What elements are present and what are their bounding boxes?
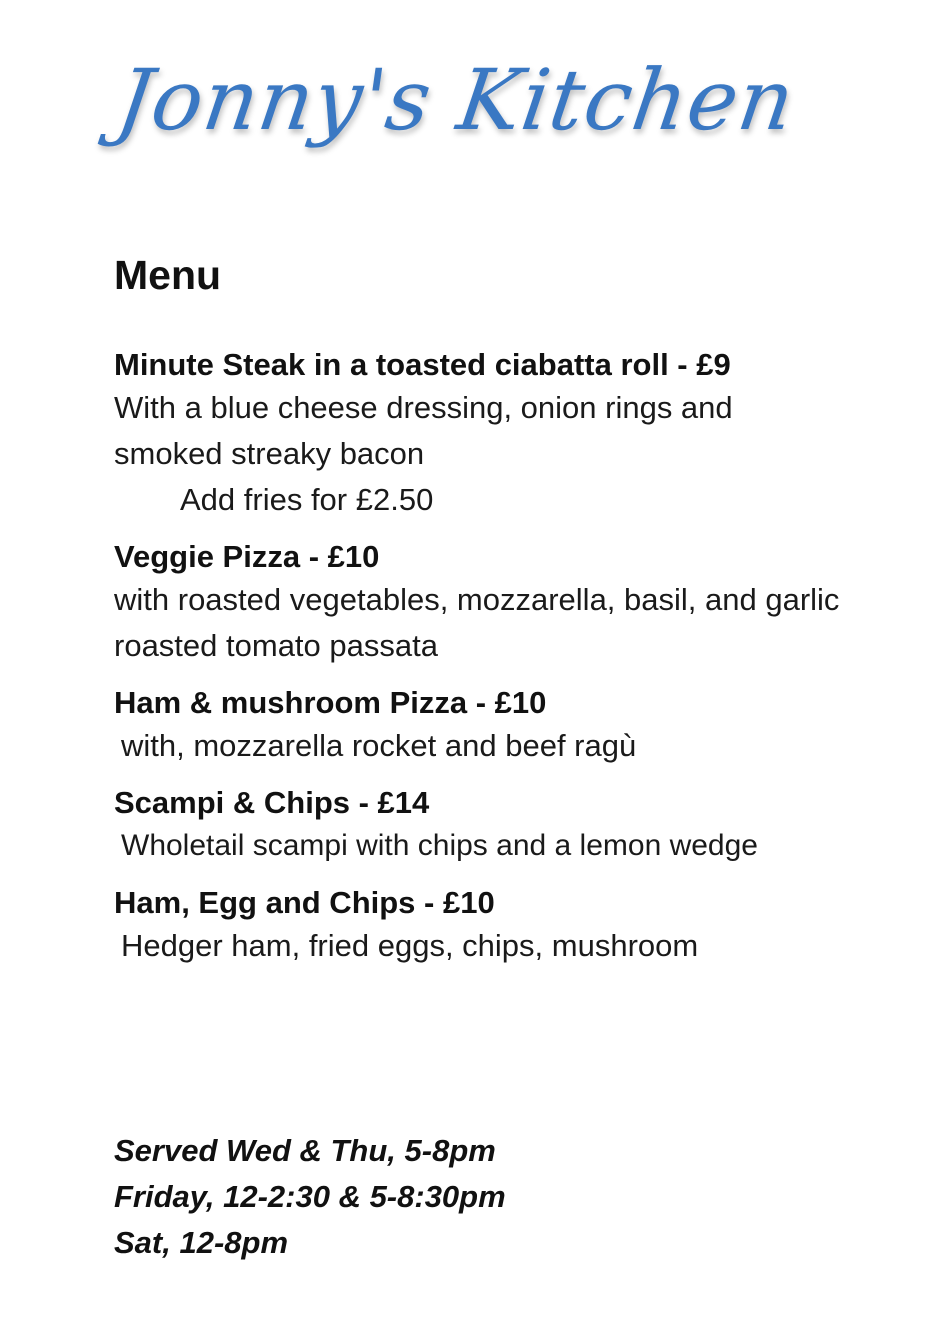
hours-line: Sat, 12-8pm [114, 1225, 289, 1260]
menu-item-title: Ham & mushroom Pizza - £10 [114, 685, 547, 720]
menu-item-description: With a blue cheese dressing, onion rings and smoked streaky bacon [114, 390, 733, 471]
brand-logo: Jonny's Kitchen [111, 51, 801, 149]
menu-item [114, 683, 914, 769]
menu-item [114, 345, 914, 523]
menu-item-description: with, mozzarella rocket and beef ragù [121, 728, 637, 763]
menu-item-description: Wholetail scampi with chips and a lemon wedge [121, 829, 758, 862]
menu-item-title: Veggie Pizza - £10 [114, 539, 380, 574]
hours-line: Friday, 12-2:30 & 5-8:30pm [114, 1179, 506, 1214]
menu-heading: Menu [114, 252, 222, 298]
menu-item-description: with roasted vegetables, mozzarella, basil, and garlic roasted tomato passata [114, 582, 840, 663]
menu-items-list [114, 345, 914, 983]
opening-hours [114, 1128, 506, 1266]
menu-item-title: Minute Steak in a toasted ciabatta roll - £9 [114, 347, 731, 382]
menu-item [114, 883, 914, 969]
hours-line: Served Wed & Thu, 5-8pm [114, 1133, 496, 1168]
menu-item-description: Hedger ham, fried eggs, chips, mushroom [121, 928, 699, 963]
menu-item-title: Ham, Egg and Chips - £10 [114, 885, 495, 920]
menu-item-title: Scampi & Chips - £14 [114, 785, 430, 820]
menu-item-extra: Add fries for £2.50 [180, 482, 434, 517]
menu-item [114, 783, 914, 869]
menu-item [114, 537, 914, 669]
